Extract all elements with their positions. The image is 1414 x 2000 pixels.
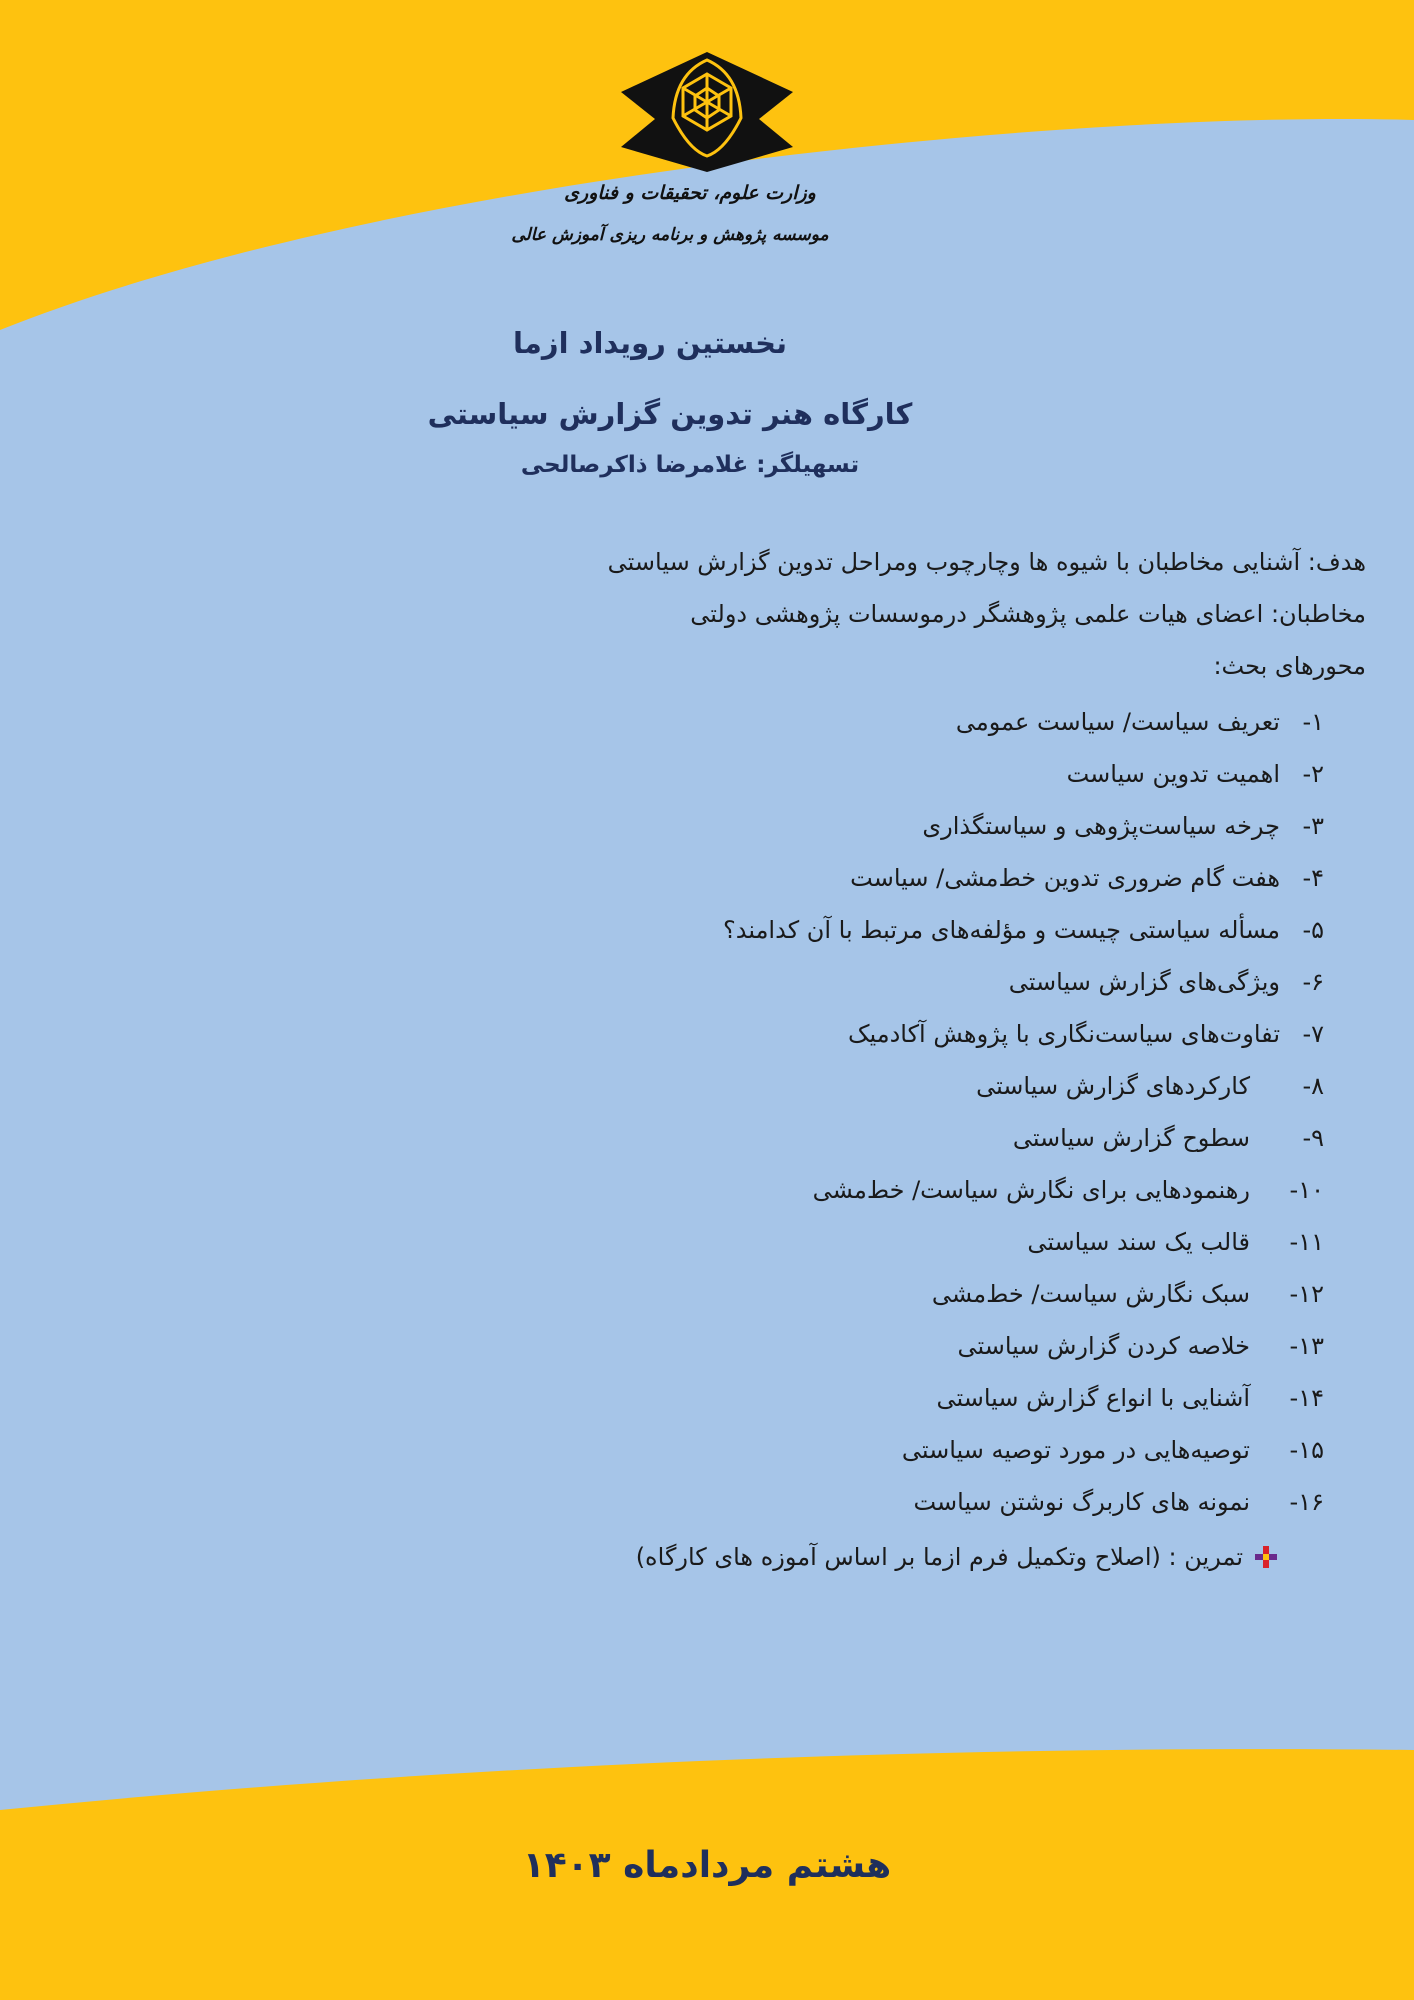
topic-item	[723, 856, 1324, 908]
exercise-text: تمرین : (اصلاح وتکمیل فرم ازما بر اساس آموزه های کارگاه)	[635, 1543, 1243, 1571]
ministry-logo	[621, 52, 793, 172]
topics-list	[723, 700, 1324, 1532]
topic-number: ۴-	[1302, 864, 1324, 892]
topic-item	[723, 960, 1324, 1012]
ministry-name: وزارت علوم، تحقیقات و فناوری	[564, 182, 816, 204]
topic-text: نمونه های کاربرگ نوشتن سیاست	[913, 1488, 1250, 1516]
topic-number: ۶-	[1302, 968, 1324, 996]
topic-number: ۱۲-	[1289, 1280, 1324, 1308]
topic-text: کارکردهای گزارش سیاستی	[976, 1072, 1250, 1100]
topic-number: ۱۶-	[1289, 1488, 1324, 1516]
topic-text: هفت گام ضروری تدوین خط‌مشی/ سیاست	[850, 864, 1280, 892]
plus-bullet-icon	[1253, 1544, 1279, 1570]
topic-item	[723, 752, 1324, 804]
exercise-item	[636, 1543, 1279, 1571]
topic-item	[723, 1376, 1324, 1428]
event-date: هشتم مردادماه ۱۴۰۳	[522, 1845, 892, 1886]
audience-text: مخاطبان: اعضای هیات علمی پژوهشگر درموسسات پژوهشی دولتی	[690, 600, 1366, 628]
topic-text: سبک نگارش سیاست/ خط‌مشی	[931, 1280, 1250, 1308]
topic-text: تفاوت‌های سیاست‌نگاری با پژوهش آکادمیک	[848, 1020, 1280, 1048]
topic-number: ۸-	[1302, 1072, 1324, 1100]
topic-number: ۹-	[1302, 1124, 1324, 1152]
topic-text: خلاصه کردن گزارش سیاستی	[957, 1332, 1250, 1360]
topic-item	[723, 1324, 1324, 1376]
topic-text: اهمیت تدوین سیاست	[1066, 760, 1280, 788]
topic-item	[723, 908, 1324, 960]
topic-item	[723, 1064, 1324, 1116]
workshop-title: کارگاه هنر تدوین گزارش سیاستی	[427, 397, 913, 431]
topic-number: ۱۱-	[1289, 1228, 1324, 1256]
topic-number: ۲-	[1302, 760, 1324, 788]
topic-item	[723, 804, 1324, 856]
topic-item	[723, 1428, 1324, 1480]
topic-item	[723, 700, 1324, 752]
topic-number: ۵-	[1302, 916, 1324, 944]
facilitator: تسهیلگر: غلامرضا ذاکرصالحی	[520, 452, 860, 478]
topic-number: ۱۴-	[1289, 1384, 1324, 1412]
topic-number: ۷-	[1302, 1020, 1324, 1048]
topic-number: ۱۳-	[1289, 1332, 1324, 1360]
topic-text: سطوح گزارش سیاستی	[1012, 1124, 1250, 1152]
topic-item	[723, 1220, 1324, 1272]
topic-item	[723, 1012, 1324, 1064]
topic-item	[723, 1116, 1324, 1168]
topic-number: ۳-	[1302, 812, 1324, 840]
topic-text: آشنایی با انواع گزارش سیاستی	[936, 1384, 1250, 1412]
topic-number: ۱۵-	[1289, 1436, 1324, 1464]
topic-number: ۱-	[1302, 708, 1324, 736]
topic-text: چرخه سیاست‌پژوهی و سیاستگذاری	[922, 812, 1280, 840]
topic-text: قالب یک سند سیاستی	[1027, 1228, 1250, 1256]
topics-heading: محورهای بحث:	[1213, 652, 1366, 680]
event-title: نخستین رویداد ازما	[513, 326, 787, 360]
institute-name: موسسه پژوهش و برنامه ریزی آموزش عالی	[511, 225, 829, 245]
topic-text: توصیه‌هایی در مورد توصیه سیاستی	[901, 1436, 1250, 1464]
topic-text: مسأله سیاستی چیست و مؤلفه‌های مرتبط با آن کدامند؟	[723, 916, 1280, 944]
topic-item	[723, 1272, 1324, 1324]
topic-number: ۱۰-	[1289, 1176, 1324, 1204]
topic-text: تعریف سیاست/ سیاست عمومی	[955, 708, 1280, 736]
topic-item	[723, 1168, 1324, 1220]
topic-item	[723, 1480, 1324, 1532]
topic-text: ویژگی‌های گزارش سیاستی	[1008, 968, 1280, 996]
goal-text: هدف: آشنایی مخاطبان با شیوه ها وچارچوب ومراحل تدوین گزارش سیاستی	[607, 548, 1366, 576]
topic-text: رهنمودهایی برای نگارش سیاست/ خط‌مشی	[812, 1176, 1250, 1204]
